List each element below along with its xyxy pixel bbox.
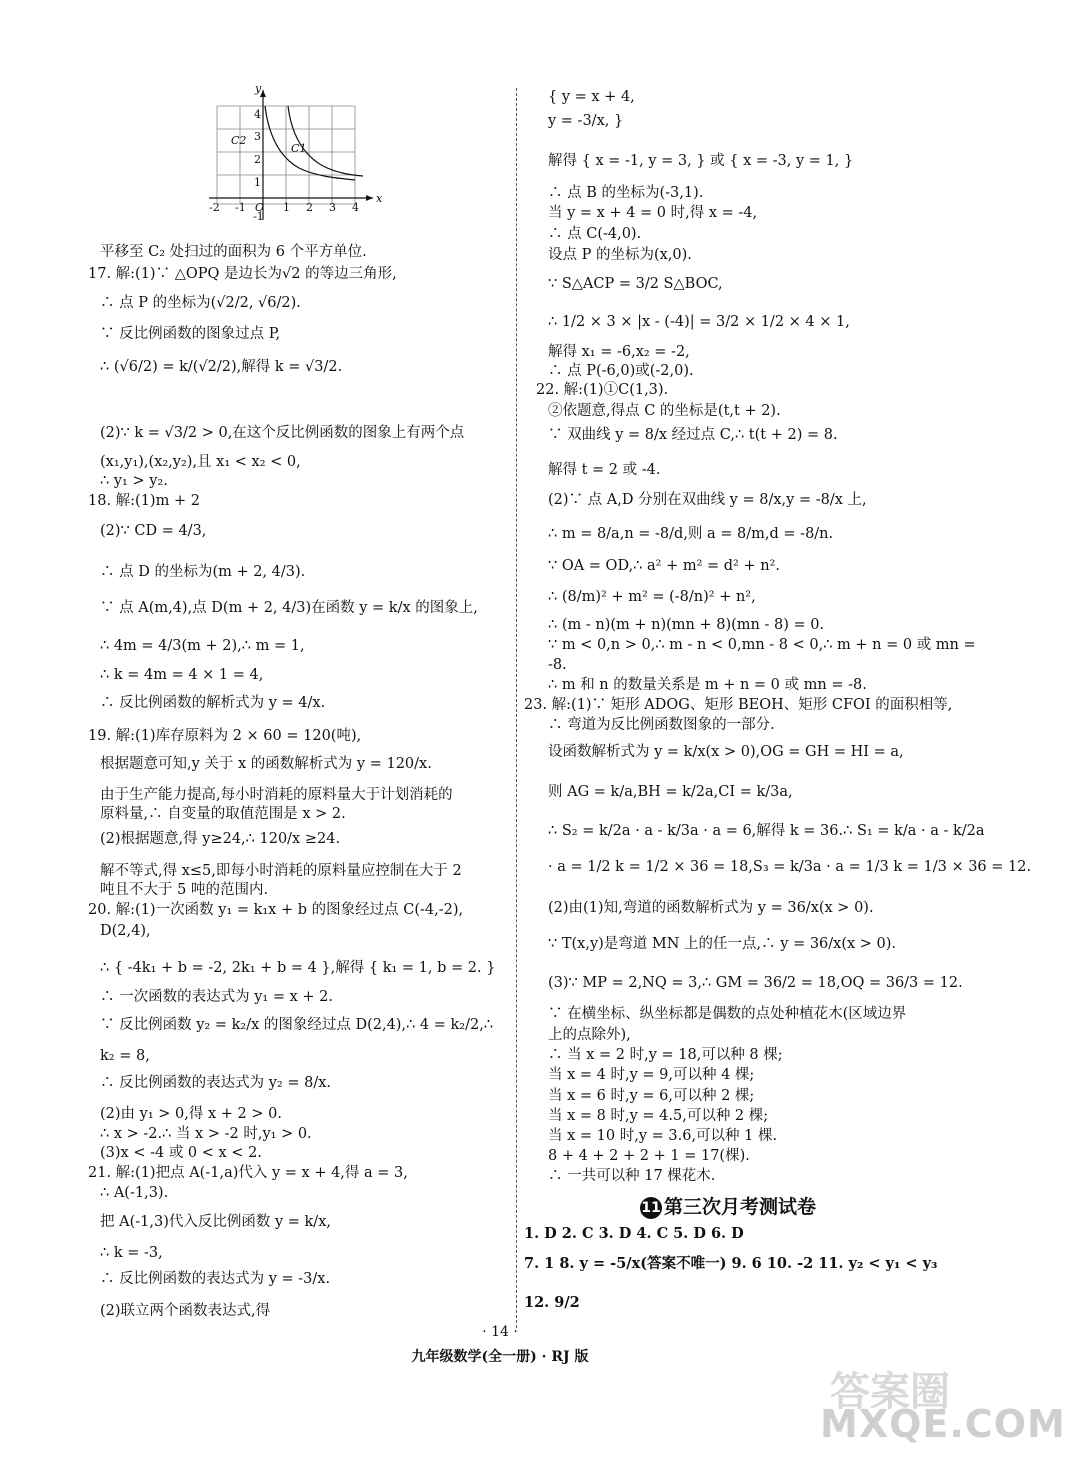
text-line: ∴ 4m = 4/3(m + 2),∴ m = 1,: [100, 638, 305, 654]
text-line: ∴ k = -3,: [100, 1245, 163, 1261]
text-line: 则 AG = k/a,BH = k/2a,CI = k/3a,: [548, 784, 793, 800]
text-line: ∴ y₁ > y₂.: [100, 473, 168, 489]
y-tick: 1: [254, 176, 261, 189]
text-line: y = -3/x, }: [548, 113, 624, 129]
function-graph: [195, 78, 395, 228]
text-line: ∴ m = 8/a,n = -8/d,则 a = 8/m,d = -8/n.: [548, 526, 834, 542]
watermark-url: MXQE.COM: [820, 1402, 1066, 1446]
x-tick: 2: [306, 201, 313, 214]
text-line: ∴ A(-1,3).: [100, 1185, 169, 1201]
text-line: ∵ 双曲线 y = 8/x 经过点 C,∴ t(t + 2) = 8.: [548, 427, 838, 443]
text-line: 解得 x₁ = -6,x₂ = -2,: [548, 344, 690, 360]
text-line: ∴ 点 D 的坐标为(m + 2, 4/3).: [100, 564, 306, 580]
text-line: 上的点除外),: [548, 1027, 631, 1043]
y-tick: 3: [254, 130, 261, 143]
section-badge: 11: [640, 1197, 662, 1219]
text-line: (2)∵ CD = 4/3,: [100, 523, 207, 539]
x-tick: O: [255, 201, 265, 214]
text-line: (2)由 y₁ > 0,得 x + 2 > 0.: [100, 1106, 282, 1122]
text-line: ∵ S△ACP = 3/2 S△BOC,: [548, 276, 723, 292]
text-line: ∴ (8/m)² + m² = (-8/n)² + n²,: [548, 589, 756, 605]
text-line: 由于生产能力提高,每小时消耗的原料量大于计划消耗的: [100, 787, 453, 803]
y-tick: -1: [253, 210, 264, 223]
text-line: ∵ 反比例函数的图象过点 P,: [100, 326, 281, 342]
text-line: (x₁,y₁),(x₂,y₂),且 x₁ < x₂ < 0,: [100, 454, 301, 470]
text-line: ∴ { -4k₁ + b = -2, 2k₁ + b = 4 },解得 { k₁ = 1, b = 2. }: [100, 960, 496, 976]
text-line: 解得 t = 2 或 -4.: [548, 462, 661, 478]
text-line: 解不等式,得 x≤5,即每小时消耗的原料量应控制在大于 2: [100, 863, 462, 879]
text-line: · a = 1/2 k = 1/2 × 36 = 18,S₃ = k/3a · a = 1/3 k = 1/3 × 36 = 12.: [548, 859, 1032, 875]
text-line: k₂ = 8,: [100, 1048, 150, 1064]
text-line: ∴ (√6/2) = k/(√2/2),解得 k = √3/2.: [100, 359, 343, 375]
text-line: ∴ 一次函数的表达式为 y₁ = x + 2.: [100, 989, 333, 1005]
x-tick: -1: [235, 201, 246, 214]
text-line: ∵ OA = OD,∴ a² + m² = d² + n².: [548, 558, 780, 574]
text-line: 解得 { x = -1, y = 3, } 或 { x = -3, y = 1, }: [548, 153, 854, 169]
text-line: 19. 解:(1)库存原料为 2 × 60 = 120(吨),: [88, 728, 362, 744]
text-line: (2)根据题意,得 y≥24,∴ 120/x ≥24.: [100, 831, 341, 847]
x-tick: -2: [209, 201, 220, 214]
text-line: ∴ 一共可以种 17 棵花木.: [548, 1168, 716, 1184]
text-line: ∴ 1/2 × 3 × |x - (-4)| = 3/2 × 1/2 × 4 × 1,: [548, 314, 850, 330]
text-line: D(2,4),: [100, 923, 151, 939]
text-line: 当 x = 4 时,y = 9,可以种 4 棵;: [548, 1067, 755, 1083]
text-line: ∴ 当 x = 2 时,y = 18,可以种 8 棵;: [548, 1047, 783, 1063]
text-line: 吨且不大于 5 吨的范围内.: [100, 882, 269, 898]
x-axis-label: x: [376, 192, 383, 205]
text-line: ∴ 弯道为反比例函数图象的一部分.: [548, 717, 775, 733]
answer-line: 7. 1 8. y = -5/x(答案不唯一) 9. 6 10. -2 11. y₂ < y₁ < y₃: [524, 1255, 938, 1272]
text-line: 原料量,∴ 自变量的取值范围是 x > 2.: [100, 806, 346, 822]
text-line: ∴ 点 P 的坐标为(√2/2, √6/2).: [100, 295, 301, 311]
text-line: ∵ 点 A(m,4),点 D(m + 2, 4/3)在函数 y = k/x 的图象上,: [100, 600, 478, 616]
x-tick: 3: [329, 201, 336, 214]
text-line: (2)由(1)知,弯道的函数解析式为 y = 36/x(x > 0).: [548, 900, 874, 916]
page-number: · 14 ·: [482, 1324, 518, 1340]
text-line: 当 y = x + 4 = 0 时,得 x = -4,: [548, 205, 758, 221]
text-line: 23. 解:(1)∵ 矩形 ADOG、矩形 BEOH、矩形 CFOI 的面积相等,: [524, 697, 953, 713]
text-line: ∴ (m - n)(m + n)(mn + 8)(mn - 8) = 0.: [548, 617, 825, 633]
text-line: ∴ 点 P(-6,0)或(-2,0).: [548, 363, 694, 379]
x-tick: 1: [283, 201, 290, 214]
y-axis-label: y: [255, 82, 262, 95]
graph-grid: [217, 106, 355, 204]
text-line: ∴ S₂ = k/2a · a - k/3a · a = 6,解得 k = 36.∴ S₁ = k/a · a - k/2a: [548, 823, 985, 839]
column-divider: [516, 88, 517, 1328]
text-line: 当 x = 10 时,y = 3.6,可以种 1 棵.: [548, 1128, 778, 1144]
section-title: [640, 1192, 816, 1219]
text-line: { y = x + 4,: [548, 89, 635, 105]
text-line: 把 A(-1,3)代入反比例函数 y = k/x,: [100, 1214, 331, 1230]
text-line: -8.: [548, 657, 567, 673]
text-line: ∵ T(x,y)是弯道 MN 上的任一点,∴ y = 36/x(x > 0).: [548, 936, 897, 952]
text-line: ②依题意,得点 C 的坐标是(t,t + 2).: [548, 403, 781, 419]
text-line: ∴ 点 B 的坐标为(-3,1).: [548, 185, 704, 201]
text-line: (2)∵ 点 A,D 分别在双曲线 y = 8/x,y = -8/x 上,: [548, 492, 867, 508]
text-line: 当 x = 8 时,y = 4.5,可以种 2 棵;: [548, 1108, 769, 1124]
text-line: 当 x = 6 时,y = 6,可以种 2 棵;: [548, 1088, 755, 1104]
text-line: ∴ 反比例函数的解析式为 y = 4/x.: [100, 695, 326, 711]
text-line: ∴ 点 C(-4,0).: [548, 226, 642, 242]
text-line: (3)x < -4 或 0 < x < 2.: [100, 1145, 262, 1161]
section-title-text: 第三次月考测试卷: [664, 1196, 817, 1218]
text-line: ∴ k = 4m = 4 × 1 = 4,: [100, 667, 264, 683]
text-line: ∴ 反比例函数的表达式为 y = -3/x.: [100, 1271, 331, 1287]
text-line: ∵ 反比例函数 y₂ = k₂/x 的图象经过点 D(2,4),∴ 4 = k₂/2,∴: [100, 1017, 494, 1033]
text-line: 设函数解析式为 y = k/x(x > 0),OG = GH = HI = a,: [548, 744, 904, 760]
text-line: ∵ 在横坐标、纵坐标都是偶数的点处种植花木(区域边界: [548, 1006, 907, 1022]
book-title: 九年级数学(全一册) · RJ 版: [411, 1349, 589, 1365]
text-line: 根据题意可知,y 关于 x 的函数解析式为 y = 120/x.: [100, 756, 432, 772]
text-line: 17. 解:(1)∵ △OPQ 是边长为√2 的等边三角形,: [88, 266, 397, 282]
text-line: 20. 解:(1)一次函数 y₁ = k₁x + b 的图象经过点 C(-4,-2),: [88, 902, 464, 918]
text-line: (3)∵ MP = 2,NQ = 3,∴ GM = 36/2 = 18,OQ = 36/3 = 12.: [548, 975, 963, 991]
text-line: ∴ 反比例函数的表达式为 y₂ = 8/x.: [100, 1075, 331, 1091]
text-line: 21. 解:(1)把点 A(-1,a)代入 y = x + 4,得 a = 3,: [88, 1165, 408, 1181]
text-line: ∵ m < 0,n > 0,∴ m - n < 0,mn - 8 < 0,∴ m + n = 0 或 mn =: [548, 637, 976, 653]
text-line: (2)∵ k = √3/2 > 0,在这个反比例函数的图象上有两个点: [100, 425, 465, 441]
curve-label: C2: [231, 134, 247, 147]
text-line: (2)联立两个函数表达式,得: [100, 1303, 271, 1319]
curve-c2: [265, 106, 355, 180]
text-line: 平移至 C₂ 处扫过的面积为 6 个平方单位.: [100, 244, 367, 260]
y-tick: 4: [254, 108, 261, 121]
answer-line: 1. D 2. C 3. D 4. C 5. D 6. D: [524, 1225, 744, 1242]
text-line: 22. 解:(1)①C(1,3).: [536, 382, 669, 398]
text-line: 8 + 4 + 2 + 2 + 1 = 17(棵).: [548, 1148, 750, 1164]
answer-line: 12. 9/2: [524, 1294, 580, 1311]
text-line: ∴ x > -2.∴ 当 x > -2 时,y₁ > 0.: [100, 1126, 312, 1142]
y-tick: 2: [254, 153, 261, 166]
text-line: ∴ m 和 n 的数量关系是 m + n = 0 或 mn = -8.: [548, 677, 867, 693]
text-line: 18. 解:(1)m + 2: [88, 493, 200, 509]
text-line: 设点 P 的坐标为(x,0).: [548, 247, 692, 263]
curve-label: C1: [291, 142, 307, 155]
watermark-logo: 答案圈: [830, 1369, 950, 1415]
x-tick: 4: [352, 201, 359, 214]
curve-c1: [288, 106, 363, 176]
